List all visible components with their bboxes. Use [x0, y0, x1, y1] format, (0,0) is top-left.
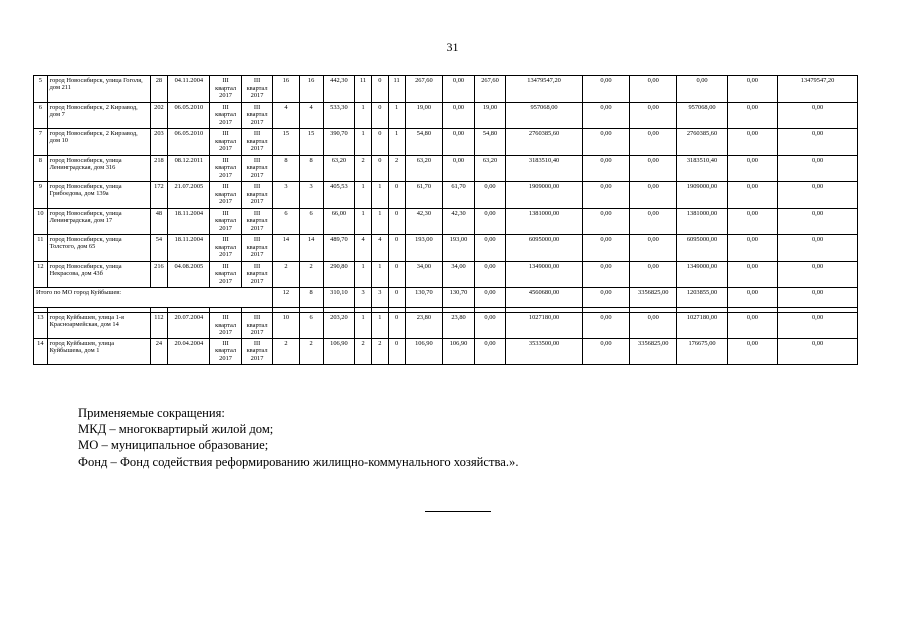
table-cell: 42,30 [443, 208, 474, 235]
table-cell: 1 [388, 102, 405, 129]
notes-line-mkd: МКД – многоквартирый жилой дом; [78, 422, 274, 437]
table-cell: 0,00 [677, 76, 727, 103]
table-cell: 08.12.2011 [168, 155, 210, 182]
table-cell: 4560680,00 [506, 288, 583, 308]
table-cell: 405,53 [323, 182, 354, 209]
table-cell: 13479547,20 [506, 76, 583, 103]
table-cell: 0,00 [727, 261, 777, 288]
table-cell: 3 [355, 288, 372, 308]
table-cell: 0,00 [443, 102, 474, 129]
table-cell: 20.07.2004 [168, 313, 210, 339]
table-cell: 218 [150, 155, 168, 182]
table-cell: 0,00 [778, 182, 858, 209]
table-cell: 63,20 [323, 155, 354, 182]
table-cell: город Новосибирск, улица Некрасова, дом 43б [47, 261, 150, 288]
table-cell: 0,00 [778, 235, 858, 262]
table-cell: III квартал 2017 [210, 338, 241, 364]
table-cell: 0,00 [778, 129, 858, 156]
table-cell: 20.04.2004 [168, 338, 210, 364]
table-cell: 0,00 [630, 76, 677, 103]
table-row [34, 208, 858, 235]
table-cell: 0,00 [630, 129, 677, 156]
table-cell: 1381000,00 [677, 208, 727, 235]
table-cell: 61,70 [405, 182, 443, 209]
table-cell: 3183510,40 [506, 155, 583, 182]
table-cell: III квартал 2017 [241, 182, 272, 209]
table-cell: 0,00 [474, 261, 505, 288]
table-cell: 54 [150, 235, 168, 262]
table-cell: 14 [299, 235, 323, 262]
table-cell: III квартал 2017 [241, 338, 272, 364]
notes-line-fond: Фонд – Фонд содействия реформированию жилищно-коммунального хозяйства.». [78, 454, 519, 469]
table-cell: 0 [388, 235, 405, 262]
table-cell: 0,00 [582, 182, 629, 209]
table-cell: 3183510,40 [677, 155, 727, 182]
table-cell: город Новосибирск, 2 Кирзавод, дом 10 [47, 129, 150, 156]
table-cell: 0,00 [778, 208, 858, 235]
table-cell: 3533500,00 [506, 338, 583, 364]
table-cell: 0,00 [727, 76, 777, 103]
table-cell: 34,00 [405, 261, 443, 288]
table-cell: 442,30 [323, 76, 354, 103]
table-cell: 130,70 [443, 288, 474, 308]
table-cell: 8 [299, 288, 323, 308]
table-cell: 3 [273, 182, 299, 209]
table-row [34, 76, 858, 103]
table-cell: 1 [371, 208, 388, 235]
table-row-total [34, 288, 858, 308]
table-cell: 1 [371, 182, 388, 209]
table-cell: 2 [371, 338, 388, 364]
table-cell: 11 [355, 76, 372, 103]
table-cell: город Куйбышев, улица 1-я Красноармейская, дом 14 [47, 313, 150, 339]
table-cell: 9 [34, 182, 48, 209]
table-cell: 19,00 [405, 102, 443, 129]
table-cell: 0 [388, 313, 405, 339]
table-cell: 0,00 [582, 313, 629, 339]
page-number: 31 [446, 40, 459, 54]
table-cell: 04.11.2004 [168, 76, 210, 103]
table-row [34, 235, 858, 262]
table-cell: 4 [355, 235, 372, 262]
table-cell: 0,00 [582, 76, 629, 103]
table-cell: 0,00 [474, 208, 505, 235]
table-cell: 8 [34, 155, 48, 182]
table-cell: 2 [273, 338, 299, 364]
table-cell: 2760385,60 [506, 129, 583, 156]
closing-rule [425, 511, 491, 512]
table-cell: 18.11.2004 [168, 235, 210, 262]
table-cell: III квартал 2017 [241, 208, 272, 235]
table-cell: 15 [273, 129, 299, 156]
table-cell: III квартал 2017 [241, 235, 272, 262]
table-cell: 0,00 [778, 313, 858, 339]
table-cell: 1 [371, 261, 388, 288]
table-cell: 193,00 [443, 235, 474, 262]
table-cell: 42,30 [405, 208, 443, 235]
table-cell: 202 [150, 102, 168, 129]
table-cell: 18.11.2004 [168, 208, 210, 235]
table-cell: 0 [388, 288, 405, 308]
table-cell: 04.08.2005 [168, 261, 210, 288]
table-cell: 2 [355, 155, 372, 182]
resettlement-table [33, 75, 858, 365]
table-cell: 10 [34, 208, 48, 235]
table-cell: 0,00 [727, 182, 777, 209]
table-cell: 390,70 [323, 129, 354, 156]
table-row [34, 129, 858, 156]
table-cell: 1909000,00 [677, 182, 727, 209]
table-cell: III квартал 2017 [210, 313, 241, 339]
table-cell: 489,70 [323, 235, 354, 262]
table-cell: 0,00 [778, 155, 858, 182]
table-cell: 0,00 [727, 129, 777, 156]
table-cell: Итого по МО город Куйбышев: [34, 288, 273, 308]
table-cell: 23,80 [443, 313, 474, 339]
table-cell: 0,00 [727, 102, 777, 129]
table-cell: 0,00 [778, 288, 858, 308]
table-cell: 0,00 [630, 261, 677, 288]
notes-heading: Применяемые сокращения: [78, 406, 225, 420]
table-cell: 0,00 [582, 261, 629, 288]
table-cell: 0,00 [630, 313, 677, 339]
table-cell: 6 [299, 208, 323, 235]
table-cell: 2 [299, 261, 323, 288]
table-cell: 63,20 [405, 155, 443, 182]
table-cell: 0,00 [474, 288, 505, 308]
table-cell: 1 [388, 129, 405, 156]
table-cell: 290,80 [323, 261, 354, 288]
table-cell: III квартал 2017 [241, 129, 272, 156]
table-cell: 0,00 [630, 102, 677, 129]
table-cell: 267,60 [474, 76, 505, 103]
table-cell: 16 [273, 76, 299, 103]
table-cell: 0,00 [778, 261, 858, 288]
table-cell: 24 [150, 338, 168, 364]
table-cell: 0,00 [727, 208, 777, 235]
table-cell: 176675,00 [677, 338, 727, 364]
table-cell: 0 [388, 338, 405, 364]
table-cell: 14 [34, 338, 48, 364]
table-cell: 310,10 [323, 288, 354, 308]
table-cell: 6095000,00 [506, 235, 583, 262]
table-cell: 6 [273, 208, 299, 235]
table-cell: 1 [355, 129, 372, 156]
table-cell: III квартал 2017 [241, 76, 272, 103]
table-cell: III квартал 2017 [210, 155, 241, 182]
table-cell: 11 [34, 235, 48, 262]
table-cell: 0,00 [474, 235, 505, 262]
table-cell: 0,00 [582, 235, 629, 262]
table-cell: 3356825,00 [630, 338, 677, 364]
table-cell: 2760385,60 [677, 129, 727, 156]
table-cell: 13479547,20 [778, 76, 858, 103]
table-cell: 6 [299, 313, 323, 339]
table-cell: 0,00 [582, 155, 629, 182]
table-cell: 106,90 [443, 338, 474, 364]
table-cell: 1349000,00 [506, 261, 583, 288]
table-cell: 203,20 [323, 313, 354, 339]
table-cell: 3 [371, 288, 388, 308]
table-cell: 0 [388, 182, 405, 209]
table-cell: 19,00 [474, 102, 505, 129]
table-cell: 7 [34, 129, 48, 156]
table-cell: 0 [371, 129, 388, 156]
table-cell: 0 [388, 208, 405, 235]
table-row [34, 338, 858, 364]
table-cell: 15 [299, 129, 323, 156]
table-cell: 106,90 [405, 338, 443, 364]
table-cell: 2 [388, 155, 405, 182]
table-cell: III квартал 2017 [210, 261, 241, 288]
table-cell: 1349000,00 [677, 261, 727, 288]
table-cell: 0 [388, 261, 405, 288]
table-cell: 1 [355, 261, 372, 288]
table-cell: III квартал 2017 [210, 235, 241, 262]
table-row [34, 261, 858, 288]
table-cell: III квартал 2017 [210, 182, 241, 209]
table-cell: 13 [34, 313, 48, 339]
table-cell: 2 [299, 338, 323, 364]
table-cell: 0,00 [582, 288, 629, 308]
table-cell: 0,00 [630, 155, 677, 182]
table-cell: город Новосибирск, 2 Кирзавод, дом 7 [47, 102, 150, 129]
table-cell: 0 [371, 76, 388, 103]
table-cell: 34,00 [443, 261, 474, 288]
table-cell: 1027180,00 [677, 313, 727, 339]
table-cell: 2 [273, 261, 299, 288]
table-cell: 216 [150, 261, 168, 288]
table-cell: 2 [355, 338, 372, 364]
table-cell: 0,00 [727, 235, 777, 262]
table-cell: 1381000,00 [506, 208, 583, 235]
table-cell: 1 [355, 313, 372, 339]
table-cell: 0,00 [582, 338, 629, 364]
table-cell: 16 [299, 76, 323, 103]
table-cell: 1 [355, 102, 372, 129]
table-cell: 130,70 [405, 288, 443, 308]
table-cell: 0,00 [630, 182, 677, 209]
table-body [34, 76, 858, 365]
table-cell: 0,00 [582, 208, 629, 235]
table-cell: 0,00 [582, 129, 629, 156]
table-cell: город Новосибирск, улица Грибоедова, дом 139а [47, 182, 150, 209]
table-cell: 0,00 [474, 182, 505, 209]
table-cell: 112 [150, 313, 168, 339]
table-cell: 1203855,00 [677, 288, 727, 308]
table-row [34, 313, 858, 339]
table-cell: 4 [371, 235, 388, 262]
table-cell: 66,00 [323, 208, 354, 235]
table-cell: III квартал 2017 [241, 102, 272, 129]
table-cell: 0,00 [727, 288, 777, 308]
table-cell: 54,80 [405, 129, 443, 156]
table-cell: 3 [299, 182, 323, 209]
table-cell: 0,00 [443, 155, 474, 182]
table-cell: 5 [34, 76, 48, 103]
table-cell: 0,00 [443, 129, 474, 156]
table-cell: 0,00 [778, 102, 858, 129]
table-cell: 06.05.2010 [168, 102, 210, 129]
table-cell: III квартал 2017 [241, 313, 272, 339]
table-cell: город Новосибирск, улица Толстого, дом 65 [47, 235, 150, 262]
table-cell: III квартал 2017 [210, 102, 241, 129]
table-cell: 1 [355, 208, 372, 235]
table-cell: 63,20 [474, 155, 505, 182]
table-row [34, 155, 858, 182]
table-cell: 1 [371, 313, 388, 339]
table-cell: 0,00 [474, 313, 505, 339]
table-cell: город Куйбышев, улица Куйбышева, дом 1 [47, 338, 150, 364]
table-cell: город Новосибирск, улица Ленинградская, дом 316 [47, 155, 150, 182]
table-cell: 6 [34, 102, 48, 129]
table-cell: 0,00 [630, 235, 677, 262]
table-cell: 0,00 [474, 338, 505, 364]
table-cell: 0,00 [727, 155, 777, 182]
table-cell: 23,80 [405, 313, 443, 339]
table-cell: 8 [299, 155, 323, 182]
table-cell: 957068,00 [506, 102, 583, 129]
table-cell: III квартал 2017 [241, 155, 272, 182]
table-cell: 21.07.2005 [168, 182, 210, 209]
table-cell: 4 [299, 102, 323, 129]
table-cell: 61,70 [443, 182, 474, 209]
table-cell: 14 [273, 235, 299, 262]
table-cell: III квартал 2017 [210, 129, 241, 156]
table-row [34, 182, 858, 209]
table-cell: 267,60 [405, 76, 443, 103]
table-cell: 0,00 [727, 313, 777, 339]
table-cell: 11 [388, 76, 405, 103]
notes-line-mo: МО – муниципальное образование; [78, 438, 269, 453]
table-cell: 3356825,00 [630, 288, 677, 308]
table-cell: 8 [273, 155, 299, 182]
table-cell: 0,00 [778, 338, 858, 364]
table-cell: 203 [150, 129, 168, 156]
table-cell: 12 [273, 288, 299, 308]
table-cell: 1 [355, 182, 372, 209]
table-cell: III квартал 2017 [210, 208, 241, 235]
table-cell: 0 [371, 102, 388, 129]
abbreviations-notes [78, 405, 518, 470]
table-cell: 0 [371, 155, 388, 182]
table-cell: 28 [150, 76, 168, 103]
table-cell: 54,80 [474, 129, 505, 156]
table-cell: 12 [34, 261, 48, 288]
table-cell: 48 [150, 208, 168, 235]
table-cell: 4 [273, 102, 299, 129]
table-cell: III квартал 2017 [210, 76, 241, 103]
table-cell: 1909000,00 [506, 182, 583, 209]
table-cell: 0,00 [443, 76, 474, 103]
table-cell: 533,30 [323, 102, 354, 129]
table-cell: 0,00 [582, 102, 629, 129]
table-cell: 172 [150, 182, 168, 209]
table-row [34, 102, 858, 129]
table-cell: 10 [273, 313, 299, 339]
table-cell: 0,00 [630, 208, 677, 235]
table-cell: 193,00 [405, 235, 443, 262]
table-cell: 106,90 [323, 338, 354, 364]
table-cell: город Новосибирск, улица Гоголя, дом 211 [47, 76, 150, 103]
table-cell: III квартал 2017 [241, 261, 272, 288]
table-cell: 0,00 [727, 338, 777, 364]
table-cell: город Новосибирск, улица Ленинградская, дом 17 [47, 208, 150, 235]
table-cell: 6095000,00 [677, 235, 727, 262]
table-cell: 957068,00 [677, 102, 727, 129]
table-cell: 1027180,00 [506, 313, 583, 339]
table-cell: 06.05.2010 [168, 129, 210, 156]
